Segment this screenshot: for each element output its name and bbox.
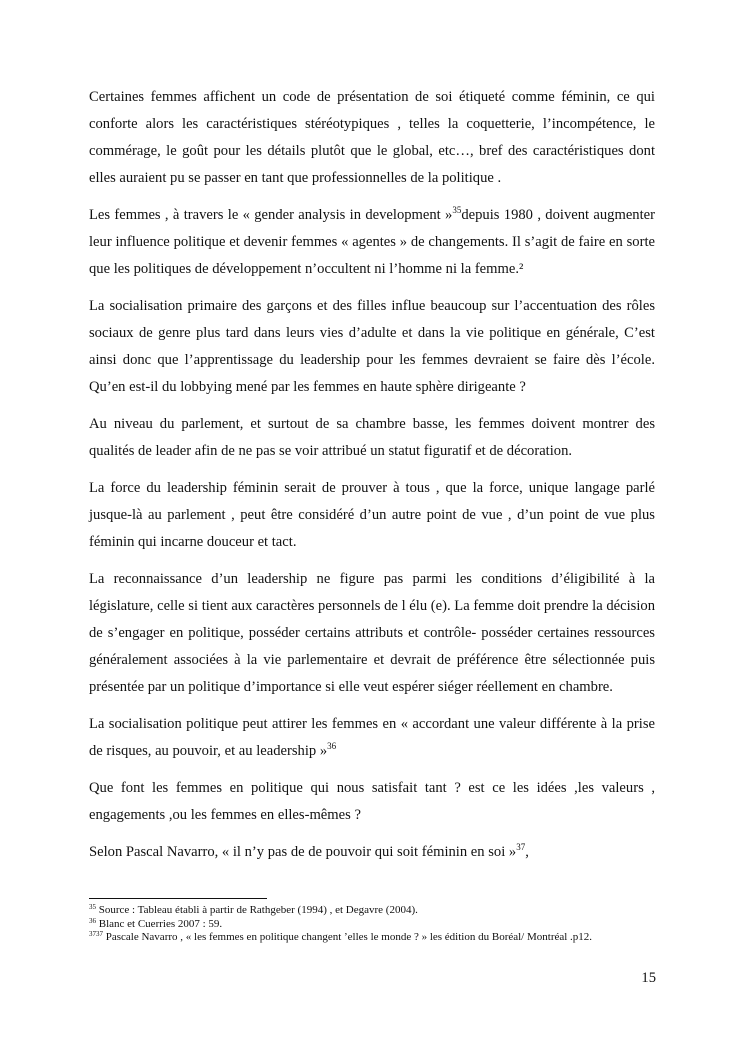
paragraph-2 [89, 202, 655, 283]
paragraph-text: depuis 1980 , doivent augmenter leur influence politique et devenir femmes « agentes » de changements. Il s’agit de faire en sorte que les politiques de développement n’occultent ni l’homme ni la femme.² [89, 207, 655, 277]
footnote-text: Pascale Navarro , « les femmes en politique changent ’elles le monde ? » les édition du Boréal/ Montréal .p12. [103, 931, 593, 944]
paragraph-text: La reconnaissance d’un leadership ne figure pas parmi les conditions d’éligibilité à la législature, celle si tient aux caractères personnels de l élu (e). La femme doit prendre la décision de s’engager en politique, posséder certains attributs et contrôle- posséder certaines ressources généralement associées à la vie parlementaire et devrait de préférence être sélectionnée puis présentée par un politique d’importance si elle veut espérer siéger réellement en chambre. [89, 571, 655, 695]
paragraph-text: La socialisation politique peut attirer les femmes en « accordant une valeur différente à la prise de risques, au pouvoir, et au leadership » [89, 716, 655, 759]
paragraph-text: La socialisation primaire des garçons et des filles influe beaucoup sur l’accentuation des rôles sociaux de genre plus tard dans leurs vies d’adulte et dans la vie politique en générale, C’est ainsi donc que l’apprentissage du leadership pour les femmes devraient se faire dès l’école. Qu’en est-il du lobbying mené par les femmes en haute sphère dirigeante ? [89, 298, 655, 395]
body-text [89, 84, 655, 876]
footnote-separator [89, 898, 267, 899]
footnote-mark: 3737 [89, 930, 103, 939]
footnote-text: Source : Tableau établi à partir de Rathgeber (1994) , et Degavre (2004). [96, 904, 418, 916]
page-number: 15 [641, 970, 656, 986]
paragraph-text: La force du leadership féminin serait de prouver à tous , que la force, unique langage parlé jusque-là au parlement , peut être considéré d’un autre point de vue , d’un point de vue plus féminin qui incarne douceur et tact. [89, 480, 655, 550]
paragraph-6 [89, 566, 655, 701]
paragraph-9 [89, 839, 655, 866]
footnote-36 [89, 918, 655, 932]
footnote-ref-35[interactable]: 35 [452, 205, 462, 215]
paragraph-1 [89, 84, 655, 192]
paragraph-text: , [525, 844, 529, 860]
paragraph-text: Que font les femmes en politique qui nous satisfait tant ? est ce les idées ,les valeurs , engagements ,ou les femmes en elles-mêmes ? [89, 780, 655, 823]
paragraph-3 [89, 293, 655, 401]
footnote-ref-36[interactable]: 36 [327, 741, 337, 751]
footnotes [89, 904, 655, 945]
footnote-37 [89, 931, 655, 945]
paragraph-7 [89, 711, 655, 765]
paragraph-text: Selon Pascal Navarro, « il n’y pas de de pouvoir qui soit féminin en soi » [89, 844, 517, 860]
paragraph-4 [89, 411, 655, 465]
footnote-mark: 36 [89, 916, 96, 925]
footnote-ref-37[interactable]: 37 [516, 842, 526, 852]
paragraph-5 [89, 475, 655, 556]
paragraph-text: Les femmes , à travers le « gender analysis in development » [89, 207, 453, 223]
footnote-mark: 35 [89, 903, 96, 911]
footnote-text: Blanc et Cuerries 2007 : 59. [96, 917, 223, 930]
paragraph-8 [89, 775, 655, 829]
paragraph-text: Certaines femmes affichent un code de présentation de soi étiqueté comme féminin, ce qui conforte alors les caractéristiques stéréotypiques , telles la coquetterie, l’incompétence, le commérage, le goût pour les détails plutôt que le global, etc…, bref des caractéristiques dont elles auraient pu se passer en tant que professionnelles de la politique . [89, 89, 655, 186]
paragraph-text: Au niveau du parlement, et surtout de sa chambre basse, les femmes doivent montrer des qualités de leader afin de ne pas se voir attribué un statut figuratif et de décoration. [89, 416, 655, 459]
footnote-35 [89, 904, 655, 918]
